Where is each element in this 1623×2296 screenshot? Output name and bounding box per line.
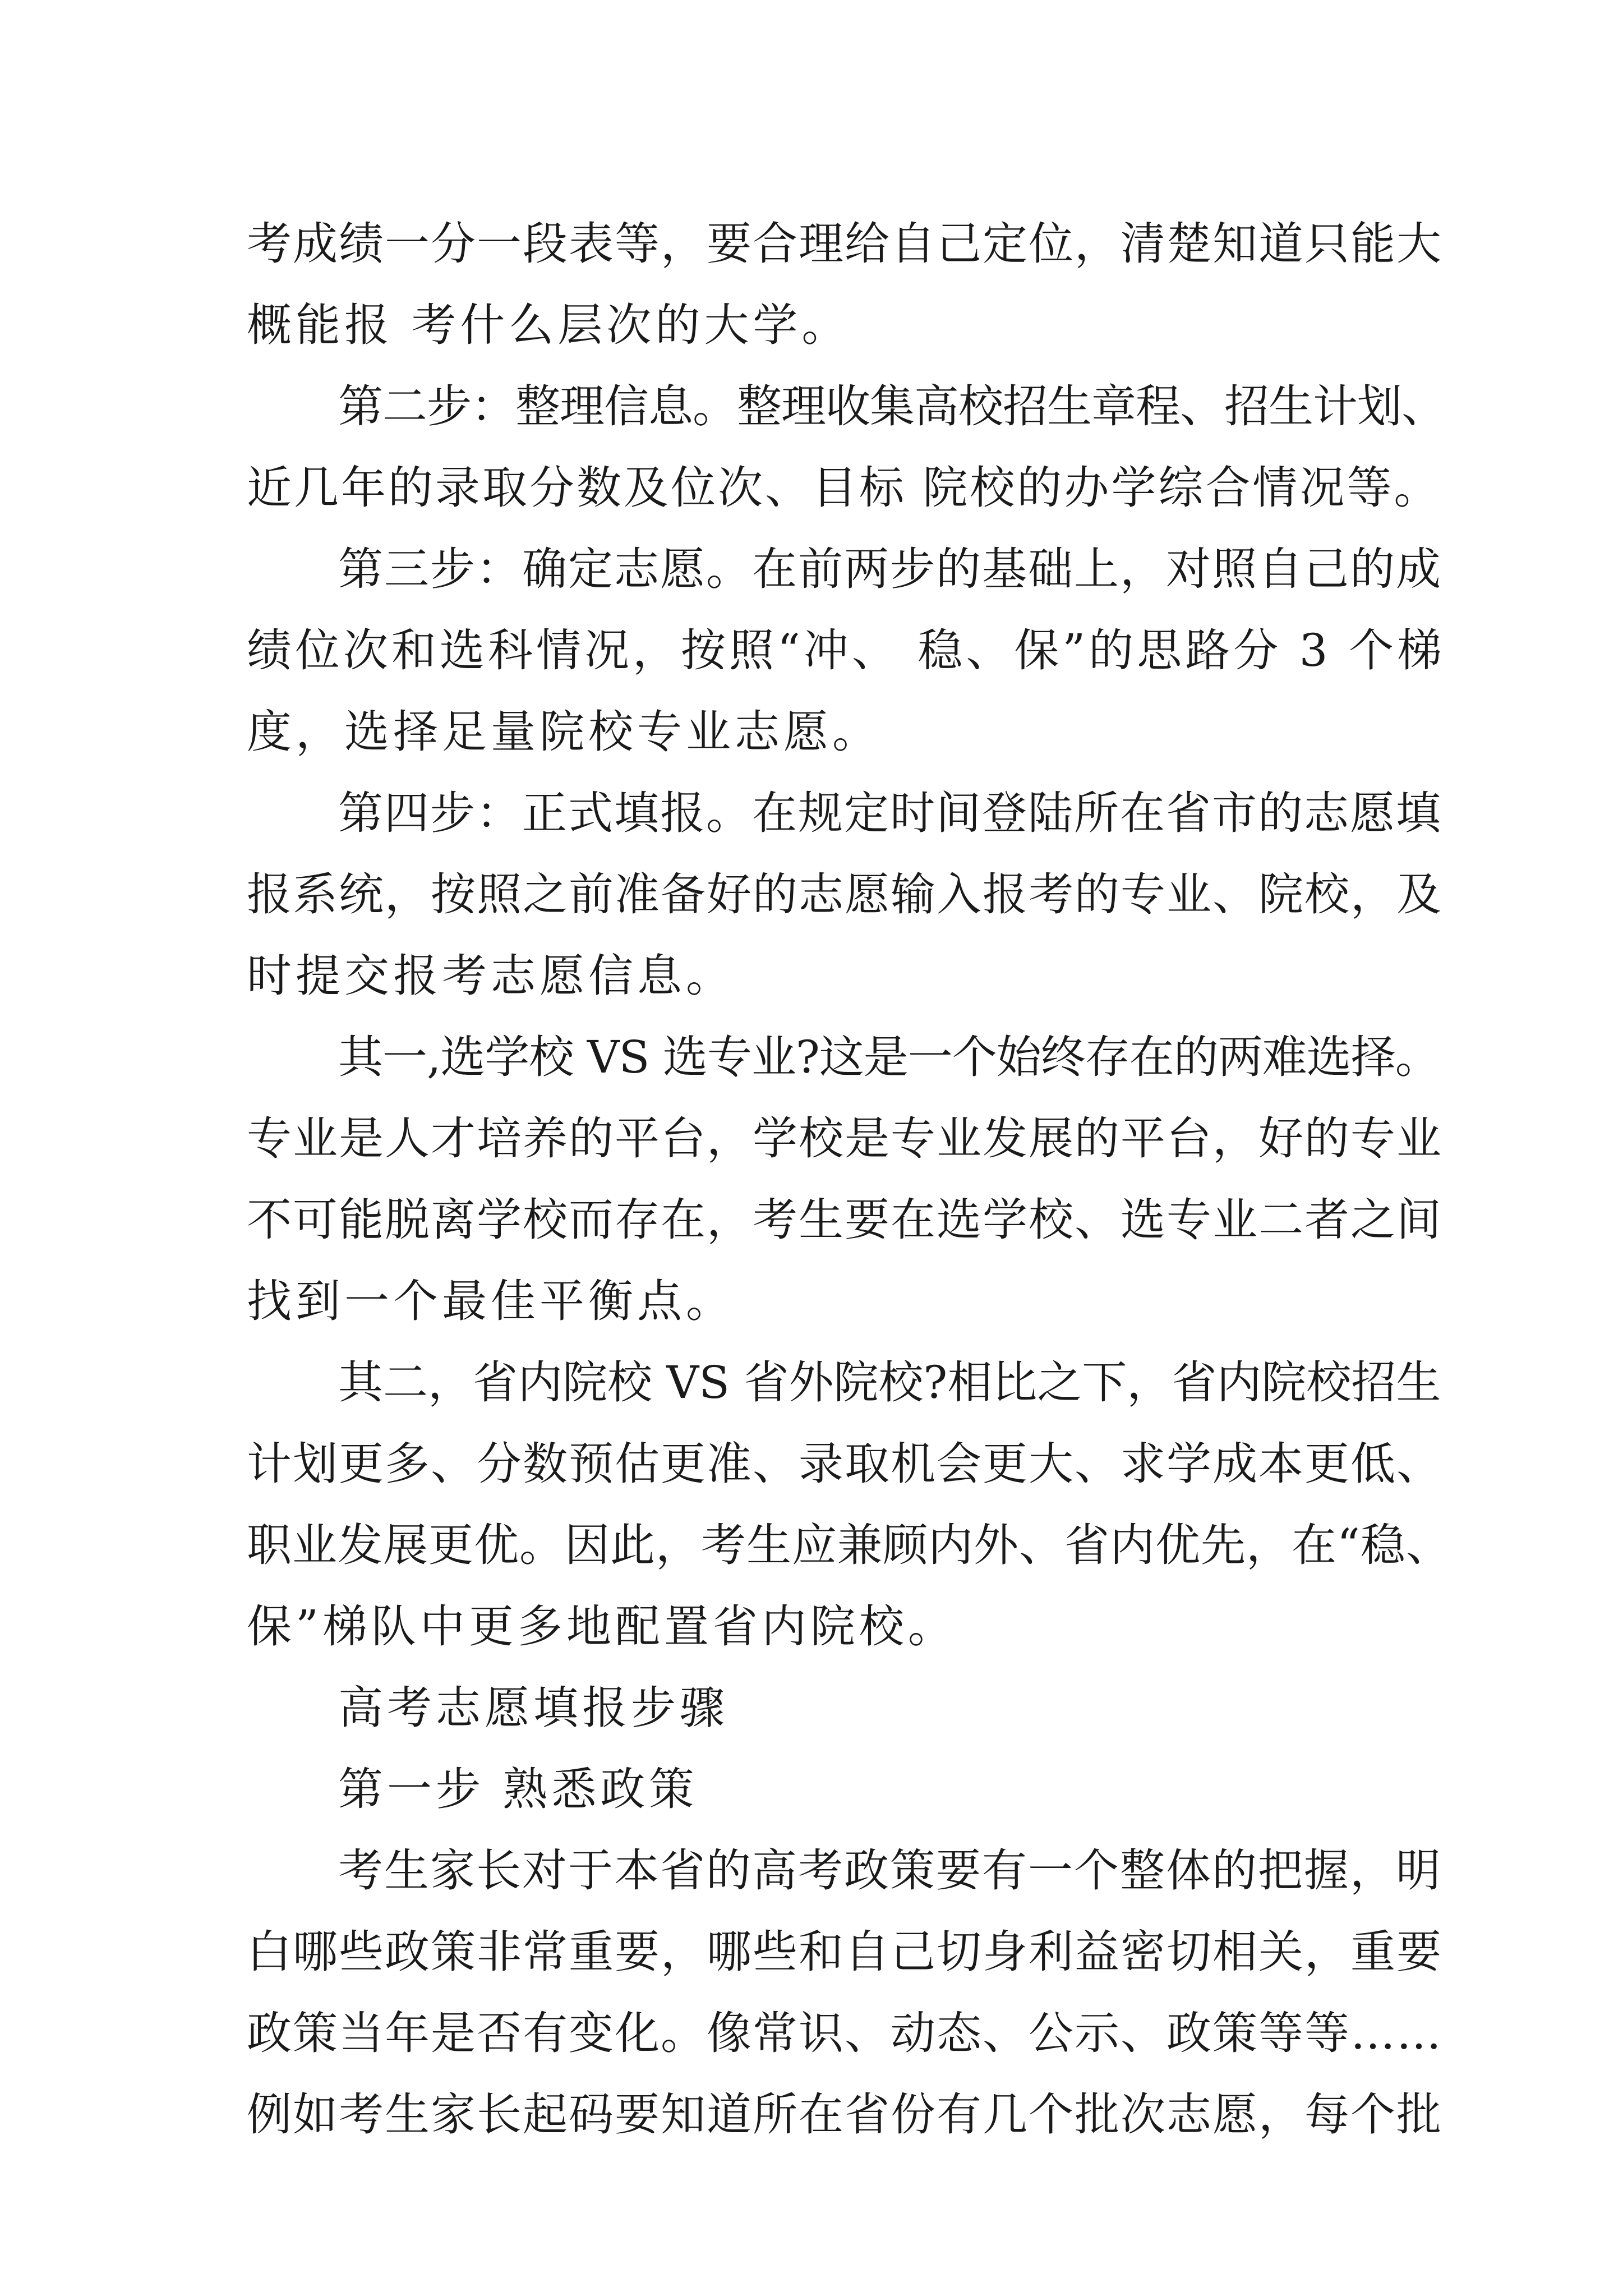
- step-heading: 第一步 熟悉政策: [338, 1763, 698, 1815]
- text-line: 其二，省内院校 VS 省外院校?相比之下，省内院校招生: [338, 1356, 1441, 1409]
- text-line: 绩位次和选科情况，按照“冲、 稳、保”的思路分 3 个梯: [247, 624, 1445, 677]
- text-line: 计划更多、分数预估更准、录取机会更大、求学成本更低、: [247, 1438, 1442, 1490]
- text-line: 找到一个最佳平衡点。: [247, 1275, 735, 1327]
- text-line: 例如考生家长起码要知道所在省份有几个批次志愿，每个批: [247, 2088, 1442, 2141]
- text-line: 职业发展更优。因此，考生应兼顾内外、省内优先，在“稳、: [247, 1519, 1451, 1571]
- text-line: 第四步：正式填报。在规定时间登陆所在省市的志愿填: [338, 787, 1442, 839]
- text-line: 考生家长对于本省的高考政策要有一个整体的把握，明: [338, 1844, 1442, 1897]
- text-line: 第二步：整理信息。整理收集高校招生章程、招生计划、: [338, 380, 1446, 432]
- text-line: 保”梯队中更多地配置省内院校。: [247, 1600, 957, 1653]
- text-line: 概能报 考什么层次的大学。: [247, 299, 851, 351]
- text-line: 第三步：确定志愿。在前两步的基础上，对照自己的成: [338, 543, 1442, 595]
- section-heading: 高考志愿填报步骤: [338, 1682, 728, 1734]
- text-line: 白哪些政策非常重要，哪些和自己切身利益密切相关，重要: [247, 1926, 1442, 1978]
- text-line: 专业是人才培养的平台，学校是专业发展的平台，好的专业: [247, 1112, 1442, 1165]
- text-line: 考成绩一分一段表等，要合理给自己定位，清楚知道只能大: [247, 218, 1442, 270]
- text-line: 其一,选学校 VS 选专业?这是一个始终存在的两难选择。: [338, 1031, 1440, 1083]
- text-line: 不可能脱离学校而存在，考生要在选学校、选专业二者之间: [247, 1194, 1442, 1246]
- text-line: 政策当年是否有变化。像常识、动态、公示、政策等等……: [247, 2007, 1442, 2059]
- text-line: 度，选择足量院校专业志愿。: [247, 706, 881, 758]
- text-line: 近几年的录取分数及位次、目标 院校的办学综合情况等。: [247, 462, 1441, 514]
- text-line: 报系统，按照之前准备好的志愿输入报考的专业、院校，及: [247, 868, 1442, 921]
- text-line: 时提交报考志愿信息。: [247, 950, 735, 1002]
